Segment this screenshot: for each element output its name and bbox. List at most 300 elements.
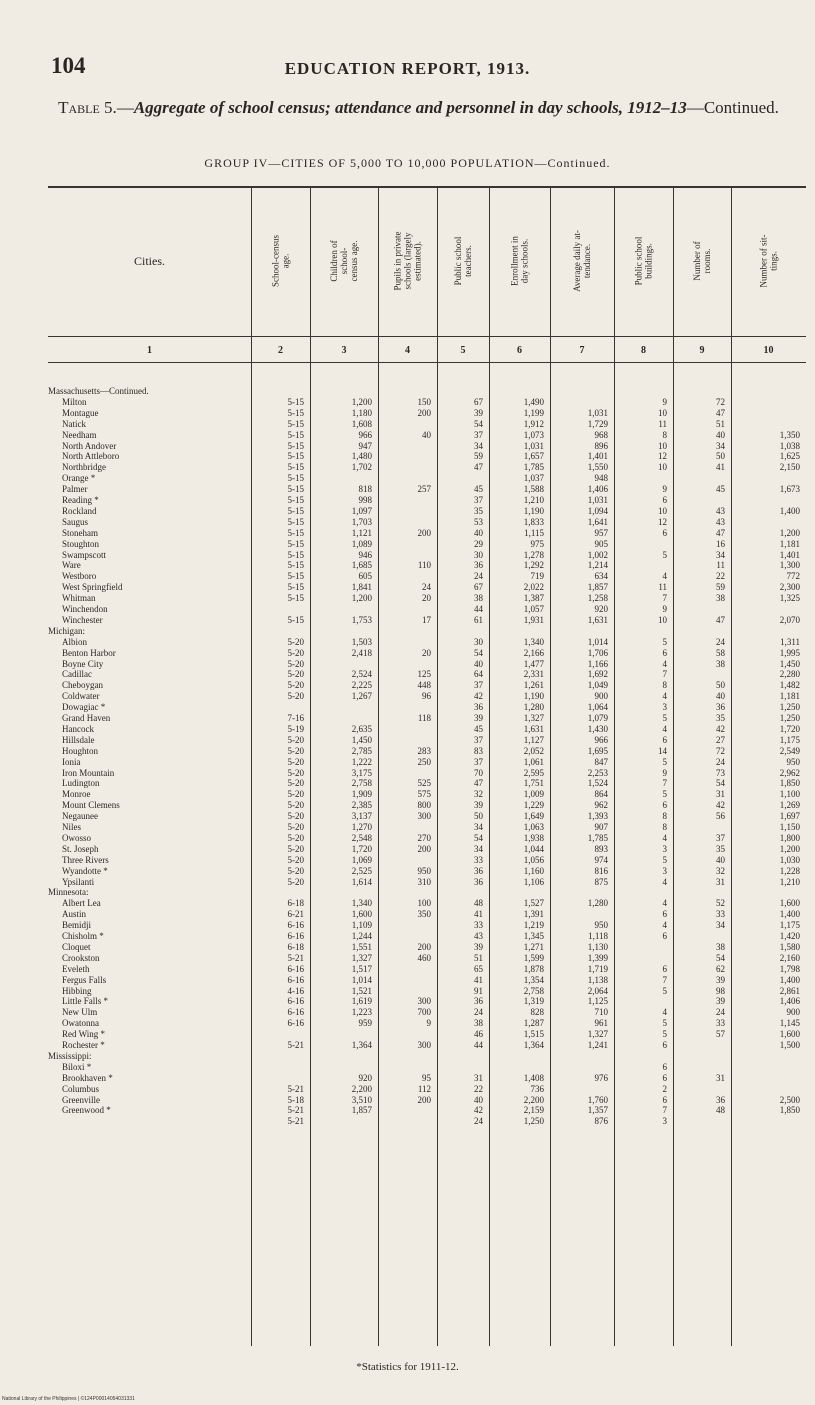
cell-col-8: 5 — [662, 1029, 667, 1040]
cell-col-4: 100 — [417, 898, 431, 909]
cell-col-3: 3,137 — [351, 811, 372, 822]
cell-col-6: 1,833 — [523, 516, 544, 527]
cell-col-4: 270 — [417, 832, 431, 843]
cell-col-9: 57 — [716, 1029, 725, 1040]
cell-col-7: 1,399 — [587, 952, 608, 963]
cell-col-3: 959 — [358, 1018, 372, 1029]
cell-col-2: 5-15 — [287, 614, 304, 625]
cell-col-5: 67 — [474, 582, 483, 593]
city-name: Stoneham — [62, 527, 98, 538]
cell-col-7: 1,401 — [587, 451, 608, 462]
cell-col-8: 10 — [658, 505, 667, 516]
cell-col-8: 6 — [662, 1072, 667, 1083]
cell-col-6: 1,127 — [523, 734, 544, 745]
cell-col-4: 112 — [417, 1083, 431, 1094]
cell-col-2: 6-16 — [287, 1018, 304, 1029]
cell-col-7: 1,406 — [587, 484, 608, 495]
cell-col-3: 1,685 — [351, 560, 372, 571]
cell-col-10: 1,580 — [779, 941, 800, 952]
cell-col-4: 950 — [417, 865, 431, 876]
column-header-5 — [437, 186, 489, 336]
cell-col-7: 876 — [594, 1116, 608, 1127]
cell-col-6: 2,200 — [523, 1094, 544, 1105]
column-header-4 — [378, 186, 437, 336]
cell-col-3: 998 — [358, 495, 372, 505]
cell-col-7: 1,049 — [587, 680, 608, 691]
cell-col-4: 200 — [417, 527, 431, 538]
cell-col-5: 67 — [474, 396, 483, 407]
table-row — [48, 855, 806, 865]
cell-col-3: 1,223 — [351, 1007, 372, 1018]
cell-col-6: 1,106 — [523, 876, 544, 887]
cell-col-5: 36 — [474, 560, 483, 571]
cell-col-8: 4 — [662, 691, 667, 702]
cell-col-5: 22 — [474, 1083, 483, 1094]
cell-col-9: 56 — [716, 811, 725, 822]
cell-col-6: 1,408 — [523, 1072, 544, 1083]
cell-col-10: 2,962 — [779, 767, 800, 778]
cell-col-8: 5 — [662, 789, 667, 800]
cell-col-8: 10 — [658, 462, 667, 473]
cell-col-6: 1,785 — [523, 462, 544, 473]
cell-col-9: 34 — [716, 440, 725, 451]
table-row — [48, 811, 806, 821]
city-name: Monroe — [62, 789, 91, 800]
group-heading: GROUP IV—CITIES OF 5,000 TO 10,000 POPULATION—Continued. — [204, 156, 611, 170]
cell-col-8: 2 — [662, 1083, 667, 1094]
cell-col-5: 40 — [474, 658, 483, 669]
cell-col-2: 5-15 — [287, 407, 304, 418]
city-name: Rockland — [62, 505, 97, 516]
cell-col-2: 5-15 — [287, 582, 304, 593]
cell-col-2: 6-16 — [287, 931, 304, 941]
cell-col-8: 12 — [658, 451, 667, 462]
cell-col-10: 2,500 — [779, 1094, 800, 1105]
cell-col-6: 1,931 — [523, 614, 544, 625]
cell-col-6: 1,056 — [523, 854, 544, 865]
cell-col-5: 61 — [474, 614, 483, 625]
cell-col-6: 2,052 — [523, 745, 544, 756]
cell-col-7: 710 — [594, 1007, 608, 1018]
cell-col-5: 32 — [474, 789, 483, 800]
cell-col-7: 1,064 — [587, 702, 608, 713]
column-number: 4 — [405, 345, 410, 356]
table-row — [48, 964, 806, 974]
table-row — [48, 757, 806, 767]
cell-col-8: 4 — [662, 1007, 667, 1018]
cell-col-5: 34 — [474, 843, 483, 854]
cell-col-8: 5 — [662, 549, 667, 560]
cell-col-6: 1,280 — [523, 702, 544, 713]
cell-col-4: 20 — [422, 647, 431, 658]
cell-col-7: 900 — [594, 691, 608, 702]
city-name: Brookhaven * — [62, 1072, 113, 1083]
cell-col-7: 966 — [594, 734, 608, 745]
cell-col-3: 2,525 — [351, 865, 372, 876]
city-name: Fergus Falls — [62, 974, 107, 985]
cell-col-3: 2,548 — [351, 832, 372, 843]
cell-col-5: 42 — [474, 691, 483, 702]
cell-col-3: 1,753 — [351, 614, 372, 625]
cell-col-5: 46 — [474, 1029, 483, 1040]
city-name: Owatonna — [62, 1018, 99, 1029]
cell-col-6: 1,057 — [523, 604, 544, 614]
cell-col-2: 5-21 — [287, 1083, 304, 1094]
cell-col-6: 1,115 — [524, 527, 544, 538]
cell-col-2: 5-15 — [287, 473, 304, 484]
cell-col-10: 1,600 — [779, 898, 800, 909]
cell-col-9: 34 — [716, 920, 725, 931]
cell-col-9: 39 — [716, 996, 725, 1007]
table-row — [48, 539, 806, 549]
cell-col-3: 920 — [358, 1072, 372, 1083]
city-name: Ionia — [62, 756, 81, 767]
cell-col-5: 24 — [474, 571, 483, 582]
cell-col-2: 5-20 — [287, 865, 304, 876]
cell-col-3: 1,551 — [351, 941, 372, 952]
column-header-text: Pupils in private schools (largely estimated). — [392, 231, 423, 291]
cell-col-10: 772 — [786, 571, 800, 582]
cell-col-3: 1,450 — [351, 734, 372, 745]
cell-col-7: 957 — [594, 527, 608, 538]
cell-col-4: 350 — [417, 909, 431, 920]
table-row — [48, 931, 806, 941]
table-row — [48, 582, 806, 592]
column-header-text: School-census age. — [270, 235, 291, 287]
cell-col-8: 5 — [662, 985, 667, 996]
cell-col-6: 1,229 — [523, 800, 544, 811]
table-row — [48, 419, 806, 429]
cell-col-9: 36 — [716, 1094, 725, 1105]
cell-col-8: 9 — [662, 396, 667, 407]
cell-col-5: 45 — [474, 484, 483, 495]
table-title — [52, 98, 785, 117]
table-row — [48, 1105, 806, 1115]
cell-col-9: 33 — [716, 1018, 725, 1029]
cell-col-2: 6-18 — [287, 898, 304, 909]
cell-col-5: 40 — [474, 527, 483, 538]
cell-col-7: 905 — [594, 538, 608, 549]
city-name: Wyandotte * — [62, 865, 108, 876]
cell-col-7: 1,550 — [587, 462, 608, 473]
cell-col-3: 1,703 — [351, 516, 372, 527]
cell-col-6: 1,477 — [523, 658, 544, 669]
cell-col-2: 6-16 — [287, 974, 304, 985]
cell-col-6: 1,515 — [523, 1029, 544, 1040]
cell-col-8: 6 — [662, 647, 667, 658]
cell-col-4: 300 — [417, 996, 431, 1007]
rule-colnum — [48, 362, 806, 363]
cell-col-2: 5-15 — [287, 516, 304, 527]
cell-col-7: 893 — [594, 843, 608, 854]
cell-col-8: 6 — [662, 527, 667, 538]
city-name: Mount Clemens — [62, 800, 120, 811]
cell-col-7: 896 — [594, 440, 608, 451]
running-head: EDUCATION REPORT, 1913. — [284, 59, 531, 78]
cell-col-7: 920 — [594, 604, 608, 614]
table-row — [48, 713, 806, 723]
city-name: Milton — [62, 396, 87, 407]
cell-col-9: 52 — [716, 898, 725, 909]
cell-col-6: 1,588 — [523, 484, 544, 495]
cell-col-7: 1,695 — [587, 745, 608, 756]
cell-col-10: 1,200 — [779, 843, 800, 854]
city-name: Orange * — [62, 473, 96, 484]
table-row — [48, 648, 806, 658]
cell-col-3: 1,608 — [351, 418, 372, 429]
cell-col-9: 50 — [716, 451, 725, 462]
cell-col-5: 36 — [474, 996, 483, 1007]
cell-col-9: 34 — [716, 549, 725, 560]
cell-col-8: 7 — [662, 778, 667, 789]
table-title-italic: Aggregate of school census; attendance and personnel in day schools, 1912–13 — [133, 98, 687, 117]
cell-col-5: 91 — [474, 985, 483, 996]
cell-col-8: 7 — [662, 669, 667, 680]
table-row — [48, 822, 806, 832]
cell-col-3: 2,200 — [351, 1083, 372, 1094]
cell-col-6: 1,037 — [523, 473, 544, 484]
table-row — [48, 550, 806, 560]
cell-col-5: 38 — [474, 593, 483, 604]
rule-header — [48, 336, 806, 337]
cell-col-10: 1,995 — [779, 647, 800, 658]
cell-col-5: 47 — [474, 778, 483, 789]
cell-col-8: 8 — [662, 680, 667, 691]
column-header-8 — [614, 186, 673, 336]
table-row — [48, 996, 806, 1006]
cell-col-6: 828 — [530, 1007, 544, 1018]
cell-col-6: 1,278 — [523, 549, 544, 560]
cell-col-8: 5 — [662, 854, 667, 865]
cell-col-3: 1,614 — [351, 876, 372, 887]
cell-col-7: 1,241 — [587, 1040, 608, 1050]
cell-col-9: 31 — [716, 1072, 725, 1083]
city-name: Greenville — [62, 1094, 100, 1105]
cell-col-9: 24 — [716, 756, 725, 767]
city-name: Reading * — [62, 495, 99, 505]
cell-col-5: 39 — [474, 407, 483, 418]
cell-col-6: 1,210 — [523, 495, 544, 505]
cell-col-4: 525 — [417, 778, 431, 789]
cell-col-10: 1,400 — [779, 505, 800, 516]
cell-col-9: 22 — [716, 571, 725, 582]
column-header-text: Number of sit- tings. — [758, 234, 779, 288]
cell-col-7: 1,094 — [587, 505, 608, 516]
cell-col-3: 1,222 — [351, 756, 372, 767]
cell-col-4: 200 — [417, 941, 431, 952]
cell-col-7: 1,002 — [587, 549, 608, 560]
cell-col-5: 50 — [474, 811, 483, 822]
cell-col-7: 864 — [594, 789, 608, 800]
cell-col-10: 1,175 — [779, 734, 800, 745]
city-name: Natick — [62, 418, 86, 429]
cell-col-9: 40 — [716, 691, 725, 702]
cell-col-4: 300 — [417, 1040, 431, 1050]
cell-col-9: 24 — [716, 1007, 725, 1018]
cell-col-5: 37 — [474, 495, 483, 505]
city-name: Albert Lea — [62, 898, 101, 909]
cell-col-3: 1,069 — [351, 854, 372, 865]
page-number: 104 — [51, 53, 86, 78]
city-name: Montague — [62, 407, 99, 418]
cell-col-6: 1,391 — [523, 909, 544, 920]
cell-col-7: 1,327 — [587, 1029, 608, 1040]
cell-col-5: 70 — [474, 767, 483, 778]
cell-col-7: 1,031 — [587, 495, 608, 505]
table-row — [48, 724, 806, 734]
city-name: Cheboygan — [62, 680, 103, 691]
cell-col-8: 5 — [662, 1018, 667, 1029]
column-number: 10 — [763, 345, 774, 356]
cell-col-10: 1,600 — [779, 1029, 800, 1040]
cell-col-2: 4-16 — [287, 985, 304, 996]
cell-col-4: 20 — [422, 593, 431, 604]
table-row — [48, 789, 806, 799]
cell-col-5: 41 — [474, 974, 483, 985]
cell-col-10: 1,400 — [779, 974, 800, 985]
cell-col-4: 9 — [426, 1018, 431, 1029]
cell-col-8: 3 — [662, 865, 667, 876]
cell-col-4: 17 — [422, 614, 431, 625]
cell-col-9: 54 — [716, 778, 725, 789]
cell-col-6: 1,327 — [523, 713, 544, 723]
cell-col-2: 5-20 — [287, 811, 304, 822]
cell-col-2: 6-18 — [287, 941, 304, 952]
cell-col-6: 1,061 — [523, 756, 544, 767]
cell-col-9: 40 — [716, 429, 725, 440]
cell-col-9: 43 — [716, 516, 725, 527]
column-number: 1 — [147, 345, 152, 356]
cell-col-8: 8 — [662, 429, 667, 440]
cell-col-8: 11 — [658, 582, 667, 593]
cell-col-5: 38 — [474, 1018, 483, 1029]
cell-col-8: 4 — [662, 658, 667, 669]
column-number: 8 — [641, 345, 646, 356]
cell-col-5: 30 — [474, 636, 483, 647]
city-name: Ludington — [62, 778, 100, 789]
cell-col-10: 1,798 — [779, 963, 800, 974]
cell-col-9: 59 — [716, 582, 725, 593]
cell-col-10: 1,400 — [779, 909, 800, 920]
table-row — [48, 495, 806, 505]
city-name: Cloquet — [62, 941, 91, 952]
cell-col-7: 816 — [594, 865, 608, 876]
cell-col-9: 38 — [716, 941, 725, 952]
cell-col-2: 5-15 — [287, 451, 304, 462]
cell-col-2: 5-20 — [287, 636, 304, 647]
table-row — [48, 768, 806, 778]
cell-col-5: 39 — [474, 713, 483, 723]
cell-col-4: 257 — [417, 484, 431, 495]
footnote: *Statistics for 1911-12. — [356, 1361, 459, 1373]
cell-col-4: 125 — [417, 669, 431, 680]
cell-col-7: 1,706 — [587, 647, 608, 658]
table-row — [48, 430, 806, 440]
cell-col-8: 4 — [662, 723, 667, 734]
cell-col-6: 1,527 — [523, 898, 544, 909]
cell-col-2: 5-20 — [287, 832, 304, 843]
cell-col-10: 900 — [786, 1007, 800, 1018]
cell-col-8: 10 — [658, 614, 667, 625]
cell-col-6: 1,031 — [523, 440, 544, 451]
cell-col-2: 5-20 — [287, 745, 304, 756]
cell-col-9: 31 — [716, 876, 725, 887]
cell-col-2: 6-16 — [287, 920, 304, 931]
cell-col-10: 1,482 — [779, 680, 800, 691]
cell-col-2: 5-20 — [287, 800, 304, 811]
city-name: Hancock — [62, 723, 94, 734]
cell-col-4: 250 — [417, 756, 431, 767]
cell-col-3: 1,600 — [351, 909, 372, 920]
cell-col-8: 12 — [658, 516, 667, 527]
cell-col-8: 9 — [662, 767, 667, 778]
cell-col-5: 42 — [474, 1105, 483, 1116]
cell-col-8: 6 — [662, 495, 667, 505]
cell-col-3: 1,720 — [351, 843, 372, 854]
cell-col-9: 47 — [716, 614, 725, 625]
cell-col-8: 11 — [658, 418, 667, 429]
cell-col-8: 5 — [662, 713, 667, 723]
cell-col-10: 1,625 — [779, 451, 800, 462]
cell-col-8: 7 — [662, 974, 667, 985]
column-header-1 — [48, 186, 251, 336]
city-name: Chisholm * — [62, 931, 104, 941]
cell-col-5: 41 — [474, 909, 483, 920]
cell-col-10: 1,673 — [779, 484, 800, 495]
table-row — [48, 1029, 806, 1039]
city-name: Three Rivers — [62, 854, 109, 865]
cell-col-7: 1,641 — [587, 516, 608, 527]
cell-col-5: 48 — [474, 898, 483, 909]
cell-col-10: 2,861 — [779, 985, 800, 996]
table-row — [48, 441, 806, 451]
cell-col-2: 5-20 — [287, 767, 304, 778]
cell-col-9: 51 — [716, 418, 725, 429]
cell-col-9: 41 — [716, 462, 725, 473]
cell-col-9: 36 — [716, 702, 725, 713]
cell-col-4: 24 — [422, 582, 431, 593]
cell-col-10: 2,160 — [779, 952, 800, 963]
cell-col-10: 1,150 — [779, 822, 800, 832]
cell-col-5: 35 — [474, 505, 483, 516]
cell-col-6: 1,063 — [523, 822, 544, 832]
cell-col-6: 1,340 — [523, 636, 544, 647]
cell-col-5: 54 — [474, 418, 483, 429]
cell-col-4: 800 — [417, 800, 431, 811]
cell-col-9: 32 — [716, 865, 725, 876]
cell-col-6: 1,631 — [523, 723, 544, 734]
column-header-text: Number of rooms. — [692, 241, 712, 281]
cell-col-2: 5-20 — [287, 647, 304, 658]
cell-col-2: 5-15 — [287, 527, 304, 538]
cell-col-3: 3,510 — [351, 1094, 372, 1105]
table-title-dash: — — [116, 98, 134, 117]
table-row — [48, 953, 806, 963]
cell-col-7: 968 — [594, 429, 608, 440]
cell-col-6: 1,387 — [523, 593, 544, 604]
table-row — [48, 1073, 806, 1083]
city-name: Saugus — [62, 516, 89, 527]
column-number: 9 — [699, 345, 705, 356]
cell-col-10: 2,150 — [779, 462, 800, 473]
cell-col-3: 1,200 — [351, 396, 372, 407]
cell-col-5: 53 — [474, 516, 483, 527]
city-name: Winchester — [62, 614, 103, 625]
city-name: North Attleboro — [62, 451, 120, 462]
cell-col-9: 11 — [716, 560, 725, 571]
cell-col-2: 5-20 — [287, 734, 304, 745]
cell-col-7: 1,166 — [587, 658, 608, 669]
